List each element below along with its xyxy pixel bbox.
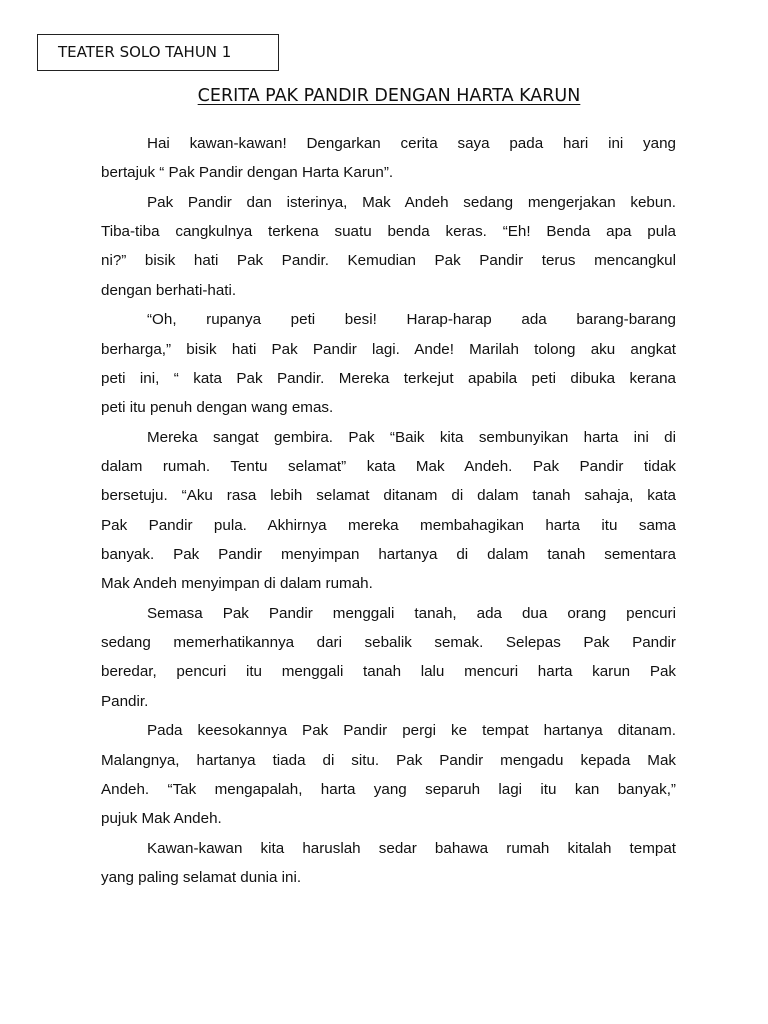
paragraph <box>101 305 676 422</box>
paragraph-line: pujuk Mak Andeh. <box>101 810 222 828</box>
paragraph-line: Malangnya, hartanya tiada di situ. Pak Pandir mengadu kepada Mak <box>101 751 676 769</box>
paragraph-line: Pandir. <box>101 692 149 710</box>
paragraph <box>101 599 676 716</box>
paragraph-line: Mak Andeh menyimpan di dalam rumah. <box>101 575 373 593</box>
paragraph <box>101 129 676 188</box>
paragraph-line: Hai kawan-kawan! Dengarkan cerita saya pada hari ini yang <box>147 135 676 152</box>
paragraph-line: Semasa Pak Pandir menggali tanah, ada dua orang pencuri <box>147 604 676 622</box>
paragraph-line: Pak Pandir dan isterinya, Mak Andeh sedang mengerjakan kebun. <box>147 193 676 211</box>
paragraph-line: Mereka sangat gembira. Pak “Baik kita sembunyikan harta ini di <box>147 428 676 446</box>
paragraph-line: banyak. Pak Pandir menyimpan hartanya di dalam tanah sementara <box>101 546 676 564</box>
paragraph-line: ni?” bisik hati Pak Pandir. Kemudian Pak Pandir terus mencangkul <box>101 252 676 270</box>
paragraph-line: dalam rumah. Tentu selamat” kata Mak Andeh. Pak Pandir tidak <box>101 457 676 475</box>
header-label-box: TEATER SOLO TAHUN 1 <box>37 34 279 71</box>
paragraph-line: peti itu penuh dengan wang emas. <box>101 399 334 417</box>
paragraph-line: Pak Pandir pula. Akhirnya mereka membahagikan harta itu sama <box>101 516 676 534</box>
paragraph-line: berharga,” bisik hati Pak Pandir lagi. Ande! Marilah tolong aku angkat <box>101 340 676 358</box>
paragraph-line: Andeh. “Tak mengapalah, harta yang separuh lagi itu kan banyak,” <box>101 780 676 798</box>
paragraph-line: bertajuk “ Pak Pandir dengan Harta Karun”. <box>101 164 394 182</box>
paragraph-line: peti ini, “ kata Pak Pandir. Mereka terkejut apabila peti dibuka kerana <box>101 369 676 387</box>
paragraph <box>101 834 676 893</box>
document-title: CERITA PAK PANDIR DENGAN HARTA KARUN <box>197 86 581 106</box>
paragraph <box>101 423 676 599</box>
paragraph-line: dengan berhati-hati. <box>101 281 237 299</box>
paragraph-line: bersetuju. “Aku rasa lebih selamat ditanam di dalam tanah sahaja, kata <box>101 487 676 505</box>
paragraph-line: Kawan-kawan kita haruslah sedar bahawa rumah kitalah tempat <box>147 839 676 857</box>
paragraph-line: “Oh, rupanya peti besi! Harap-harap ada barang-barang <box>147 311 676 329</box>
paragraph-line: beredar, pencuri itu menggali tanah lalu mencuri harta karun Pak <box>101 663 676 681</box>
document-title-wrap <box>0 86 768 106</box>
paragraph <box>101 716 676 833</box>
paragraph-line: Tiba-tiba cangkulnya terkena suatu benda keras. “Eh! Benda apa pula <box>101 223 676 241</box>
paragraph-line: sedang memerhatikannya dari sebalik semak. Selepas Pak Pandir <box>101 634 676 652</box>
paragraph <box>101 188 676 305</box>
paragraph-line: yang paling selamat dunia ini. <box>101 868 302 886</box>
story-body <box>101 129 676 892</box>
paragraph-line: Pada keesokannya Pak Pandir pergi ke tempat hartanya ditanam. <box>147 722 676 740</box>
